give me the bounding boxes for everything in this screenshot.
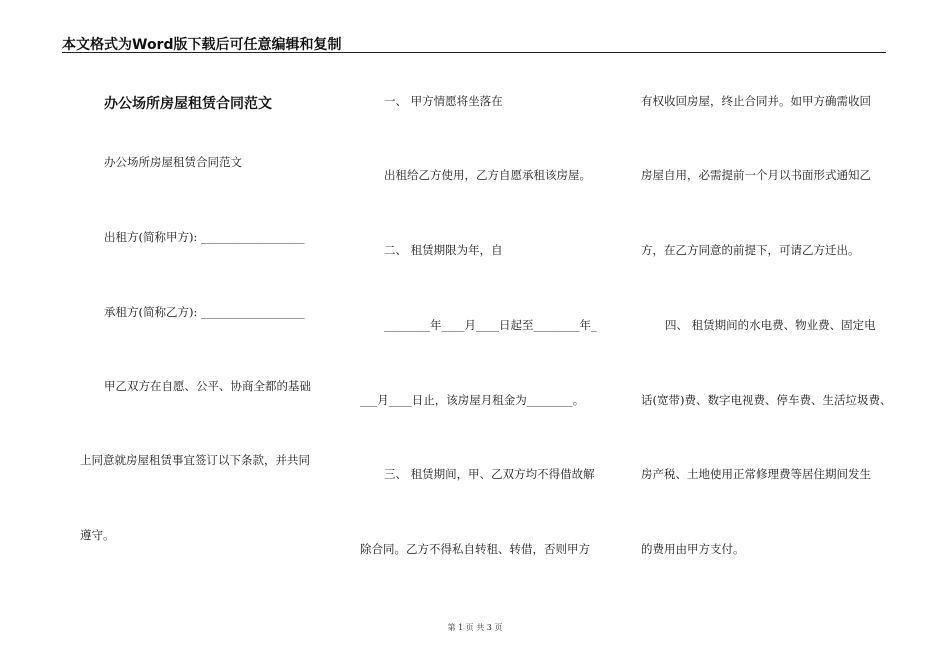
column-2-line: 二、 租赁期限为年，自 [384,243,503,257]
column-2-line: ___月____日止，该房屋月租金为________。 [360,393,585,407]
column-1-line: 承租方(简称乙方): __________________ [104,305,305,319]
column-1-line: 办公场所房屋租赁合同范文 [104,155,242,169]
column-1-line: 遵守。 [80,528,115,542]
column-1-line: 甲乙双方在自愿、公平、协商全都的基础 [104,379,311,393]
document-title: 办公场所房屋租赁合同范文 [104,96,272,112]
column-2-line: ________年____月____日起至________年_ [384,318,597,332]
column-1-line: 出租方(简称甲方): __________________ [104,230,305,244]
column-3-line: 四、 租赁期间的水电费、物业费、固定电 [665,318,876,332]
column-3-line: 有权收回房屋，终止合同并。如甲方确需收回 [641,94,871,108]
column-1-line: 上同意就房屋租赁事宜签订以下条款，并共同 [80,453,310,467]
header-divider [62,52,886,53]
column-2-line: 除合同。乙方不得私自转租、转借，否则甲方 [360,542,590,556]
column-2-line: 三、 租赁期间，甲、乙双方均不得借故解 [384,467,595,481]
column-3-line: 话(宽带)费、数字电视费、停车费、生活垃圾费、 [641,393,892,407]
column-3-line: 房屋自用，必需提前一个月以书面形式通知乙 [641,168,871,182]
column-3-line: 方，在乙方同意的前提下，可请乙方迁出。 [641,243,860,257]
column-2-line: 一、 甲方情愿将坐落在 [384,94,503,108]
column-3-line: 的费用由甲方支付。 [641,542,745,556]
column-3-line: 房产税、土地使用正常修理费等居住期间发生 [641,467,871,481]
column-2-line: 出租给乙方使用，乙方自愿承租该房屋。 [384,168,591,182]
page-number: 第 1 页 共 3 页 [447,623,503,632]
document-header: 本文格式为Word版下载后可任意编辑和复制 [62,37,342,53]
